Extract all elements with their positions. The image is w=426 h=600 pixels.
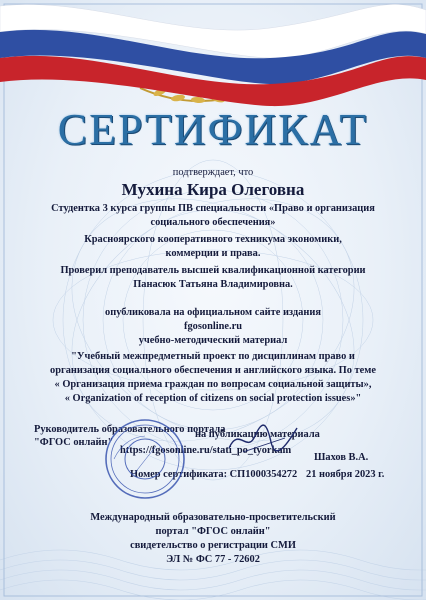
college-line-2: коммерции и права.	[165, 248, 261, 259]
confirms-text: подтверждает, что	[172, 167, 254, 178]
material-type: учебно-методический материал	[138, 335, 288, 346]
material-url: https://fgosonline.ru/stati_po_tyorkam	[120, 445, 292, 456]
published-text: опубликовала на официальном сайте издания	[105, 307, 321, 318]
head-label-line-1: Руководитель образовательного портала	[34, 424, 226, 435]
signer-name: Шахов В.А.	[314, 452, 369, 463]
issue-date: 21 ноября 2023 г.	[306, 469, 385, 480]
student-line-1: Студентка 3 курса группы ПВ специальности «Право и организация	[51, 203, 375, 214]
material-title-line-2: организация социального обеспечения и английского языка. По теме	[50, 365, 376, 376]
head-label-line-2: "ФГОС онлайн"	[34, 437, 114, 448]
footer-line-1: Международный образовательно-просветительский	[90, 512, 336, 523]
footer-line-3: свидетельство о регистрации СМИ	[130, 540, 296, 551]
round-stamp-icon	[104, 418, 186, 500]
certificate-title: СЕРТИФИКАТ	[57, 105, 369, 154]
material-url-label: на публикацию материала	[195, 429, 320, 440]
material-title-line-4: « Organization of reception of citizens on social protection issues»"	[64, 393, 362, 404]
teacher-line-1: Проверил преподаватель высшей квалификационной категории	[60, 265, 366, 276]
teacher-line-2: Панасюк Татьяна Владимировна.	[133, 279, 293, 290]
material-title-line-3: « Организация приема граждан по вопросам социальной защиты»,	[54, 379, 372, 390]
college-line-1: Красноярского кооперативного техникума экономики,	[84, 234, 342, 245]
material-title-line-1: "Учебный межпредметный проект по дисциплинам право и	[71, 351, 355, 362]
student-line-2: социального обеспечения»	[150, 217, 276, 228]
certificate-number: Номер сертификата: СП1000354272	[130, 469, 298, 480]
signature-icon	[225, 418, 300, 460]
site-name: fgosonline.ru	[183, 321, 243, 332]
footer-line-4: ЭЛ № ФС 77 - 72602	[166, 554, 260, 565]
footer-line-2: портал "ФГОС онлайн"	[155, 526, 271, 537]
recipient-name: Мухина Кира Олеговна	[121, 180, 305, 199]
russian-flag-ribbon	[0, 0, 426, 115]
